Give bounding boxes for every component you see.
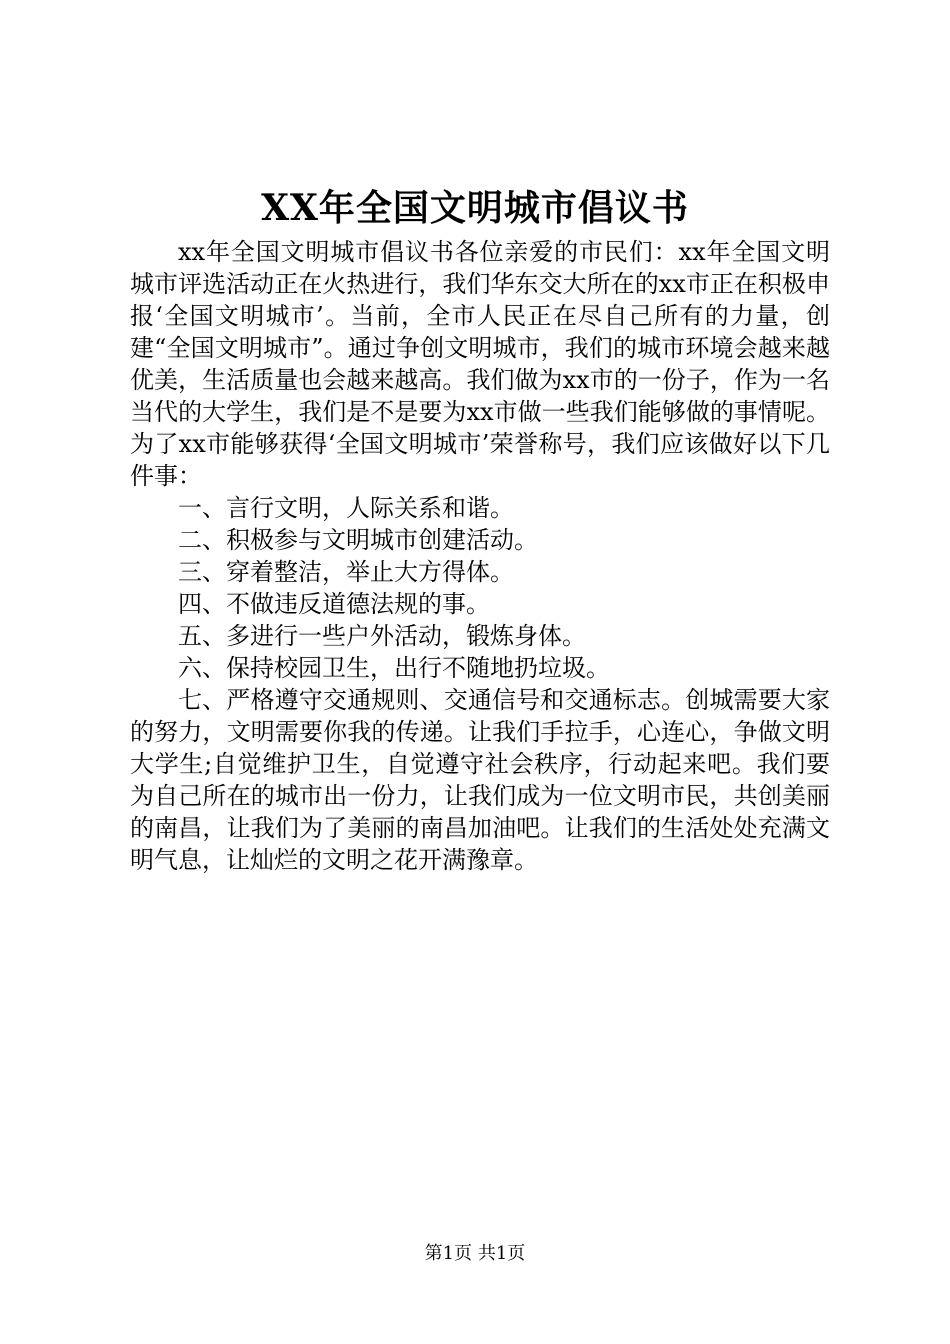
document-body [130, 236, 830, 876]
closing-paragraph: 七、严格遵守交通规则、交通信号和交通标志。创城需要大家的努力，文明需要你我的传递。让我们手拉手，心连心，争做文明大学生;自觉维护卫生，自觉遵守社会秩序，行动起来吧。我们要为自己所在的城市出一份力，让我们成为一位文明市民，共创美丽的南昌，让我们为了美丽的南昌加油吧。让我们的生活处处充满文明气息，让灿烂的文明之花开满豫章。 [130, 686, 830, 874]
list-item: 五、多进行一些户外活动，锻炼身体。 [178, 622, 586, 650]
document-title: XX年全国文明城市倡议书 [261, 187, 689, 229]
list-item: 三、穿着整洁，举止大方得体。 [178, 558, 514, 586]
intro-paragraph: xx年全国文明城市倡议书各位亲爱的市民们：xx年全国文明城市评选活动正在火热进行，我们华东交大所在的xx市正在积极申报‘全国文明城市’。当前，全市人民正在尽自己所有的力量，创建“全国文明城市”。通过争创文明城市，我们的城市环境会越来越优美，生活质量也会越来越高。我们做为xx市的一份子，作为一名当代的大学生，我们是不是要为xx市做一些我们能够做的事情呢。为了xx市能够获得‘全国文明城市’荣誉称号，我们应该做好以下几件事： [130, 238, 830, 490]
list-item: 二、积极参与文明城市创建活动。 [178, 526, 538, 554]
list-item: 六、保持校园卫生，出行不随地扔垃圾。 [178, 654, 610, 682]
page-footer: 第1页 共1页 [424, 1243, 526, 1264]
list-item: 一、言行文明，人际关系和谐。 [178, 494, 514, 522]
list-item: 四、不做违反道德法规的事。 [178, 590, 490, 618]
